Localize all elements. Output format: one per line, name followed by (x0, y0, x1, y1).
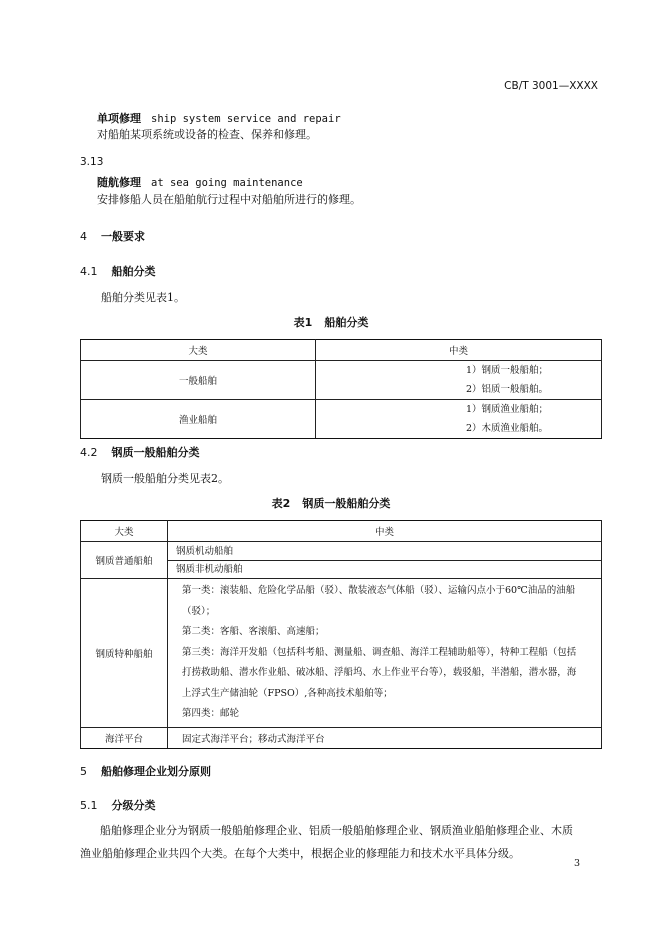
table-number: 表1 (293, 316, 313, 329)
paragraph (80, 819, 573, 865)
subsection-heading (80, 263, 156, 279)
subsection-title: 分级分类 (111, 799, 156, 812)
document-id: CB/T 3001—XXXX (504, 80, 598, 92)
table-title: 钢质一般船舶分类 (302, 497, 391, 510)
term-title (97, 110, 341, 126)
text-line: 船舶修理企业分为钢质一般船舶修理企业、铝质一般船舶修理企业、钢质渔业船舶修理企业、木质 (100, 824, 573, 837)
table-caption (0, 495, 662, 511)
table-row (81, 361, 602, 400)
table-cell-category: 渔业船舶 (81, 400, 316, 439)
table-header-row (81, 340, 602, 361)
list-item: 2）铝质一般船舶。 (466, 384, 549, 395)
table-cell-category: 钢质普通船舶 (81, 542, 168, 579)
text-line: 渔业船舶修理企业共四个大类。在每个大类中，根据企业的修理能力和技术水平具体分级。 (80, 847, 520, 860)
page-number: 3 (573, 858, 580, 869)
text-line: （驳）； (182, 605, 216, 617)
table-row (81, 400, 602, 439)
table-number: 表2 (271, 497, 291, 510)
table-cell-subcategory: 固定式海洋平台；移动式海洋平台 (168, 727, 602, 748)
list-item: 钢质非机动船舶 (168, 560, 601, 578)
section-title: 船舶修理企业划分原则 (101, 765, 211, 778)
section-heading (80, 763, 211, 779)
table-cell-category: 一般船舶 (81, 361, 316, 400)
table-row (81, 542, 602, 579)
subsection-title: 船舶分类 (111, 265, 156, 278)
subsection-heading (80, 444, 200, 460)
table-header-row (81, 521, 602, 542)
term-title-cn: 随航修理 (97, 176, 141, 189)
text-line: 第三类：海洋开发船（包括科考船、测量船、调查船、海洋工程辅助船等），特种工程船（包括 (182, 646, 577, 658)
table-cell-subcategory (316, 400, 602, 439)
subsection-title: 钢质一般船舶分类 (111, 446, 200, 459)
subsection-number: 4.2 (80, 446, 98, 459)
section-heading (80, 228, 145, 244)
text-line: 第一类：滚装船、危险化学品船（驳）、散装液态气体船（驳）、运输闪点小于60℃油品的油船 (182, 585, 576, 596)
table-row (81, 727, 602, 748)
list-item: 2）木质渔业船舶。 (466, 423, 549, 434)
steel-ship-classification-table (80, 520, 602, 749)
section-number: 5 (80, 765, 87, 778)
text-line: 打捞救助船、潜水作业船、破冰船、浮船坞、水上作业平台等），载驳船，半潜船，潜水器，海 (182, 667, 577, 678)
term-title-cn: 单项修理 (97, 112, 141, 125)
term-definition: 对船舶某项系统或设备的检查、保养和修理。 (97, 128, 317, 141)
table-cell-category: 海洋平台 (81, 727, 168, 748)
table-header-cell: 大类 (81, 521, 168, 542)
list-item: 1）钢质渔业船舶； (466, 404, 549, 415)
section-number: 4 (80, 230, 87, 243)
table-header-cell: 大类 (81, 340, 316, 361)
table-cell-subcategory (168, 579, 602, 728)
table-caption (0, 314, 662, 330)
term-title-en: at sea going maintenance (151, 177, 303, 189)
section-title: 一般要求 (101, 230, 145, 243)
table-cell-category: 钢质特种船舶 (81, 579, 168, 728)
text-line: 上浮式生产储油轮（FPSO）,各种高技术船舶等； (182, 687, 393, 699)
term-definition: 安排修船人员在船舶航行过程中对船舶所进行的修理。 (97, 193, 361, 206)
table-cell-subcategory (316, 361, 602, 400)
subsection-number: 4.1 (80, 265, 98, 278)
table-title: 船舶分类 (324, 316, 369, 329)
term-title (97, 174, 303, 190)
table-cell-subcategory (168, 542, 602, 579)
table-header-cell: 中类 (316, 340, 602, 361)
table-header-cell: 中类 (168, 521, 602, 542)
text-line: 第四类：邮轮 (182, 708, 240, 719)
list-item: 钢质机动船舶 (176, 545, 234, 557)
paragraph: 船舶分类见表1。 (101, 291, 185, 304)
subsection-number: 5.1 (80, 799, 98, 812)
list-item: 1）钢质一般船舶； (466, 365, 549, 376)
term-title-en: ship system service and repair (151, 113, 341, 125)
text-line: 第二类：客船、客滚船、高速船； (182, 626, 325, 637)
paragraph: 钢质一般船舶分类见表2。 (101, 472, 229, 485)
term-number: 3.13 (80, 156, 104, 168)
ship-classification-table (80, 339, 602, 439)
table-row (81, 579, 602, 728)
subsection-heading (80, 797, 156, 813)
